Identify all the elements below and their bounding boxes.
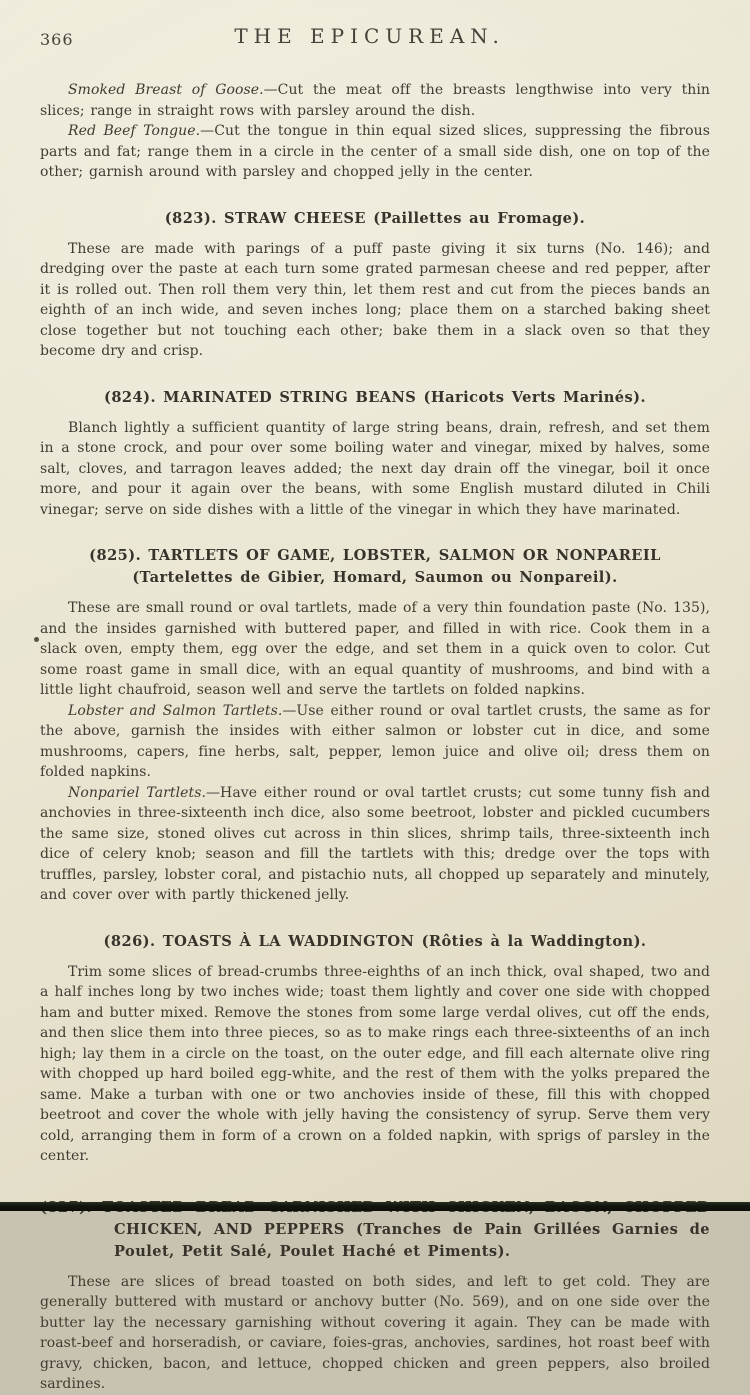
section-straw-cheese <box>40 208 710 362</box>
paragraph-lead: Smoked Breast of Goose. <box>68 82 264 98</box>
paragraph-red-beef-tongue <box>40 121 710 183</box>
paragraph <box>40 962 710 1167</box>
section-toasted-bread-garnished <box>40 1197 710 1395</box>
section-heading: (824). MARINATED STRING BEANS (Haricots Verts Marinés). <box>103 388 646 406</box>
section-toasts-a-la-waddington <box>40 931 710 1167</box>
page-number: 366 <box>40 30 74 49</box>
paragraph-lead: Nonpariel Tartlets. <box>68 784 206 801</box>
paragraph-lobster-salmon-tartlets <box>40 701 710 783</box>
paragraph <box>40 1272 710 1395</box>
paragraph-text: Blanch lightly a sufficient quantity of large string beans, drain, refresh, and set them in a stone crock, and pour over some boiling water and vinegar, mixed by halves, some salt, cloves, and tarragon leaves added; the next day drain off the vinegar, boil it once more, and pour it again over the beans, with some English mustard diluted in Chili vinegar; serve on side dishes with a little of the vinegar in which they have marinated. <box>40 419 710 518</box>
paragraph-text: —Cut the tongue in thin equal sized slices, suppressing the fibrous parts and fat; range them in a circle in the center of a small side dish, one on top of the other; garnish around with parsley and chopped jelly in the center. <box>40 123 710 180</box>
section-heading: (823). STRAW CHEESE (Paillettes au Fromage). <box>164 209 586 227</box>
paragraph-text: These are made with parings of a puff paste giving it six turns (No. 146); and dredging over the paste at each turn some grated parmesan cheese and red pepper, after it is rolled out. Then roll them very thin, let them rest and cut from the pieces bands an eighth of an inch wide, and seven inches long; place them on a starched baking sheet close together but not touching each other; bake them in a slack oven so that they become dry and crisp. <box>40 240 710 359</box>
page-title: THE EPICUREAN. <box>234 24 505 48</box>
scan-edge-bottom-bar <box>0 1202 750 1211</box>
paragraph-text: Trim some slices of bread-crumbs three-eighths of an inch thick, oval shaped, two and a half inches long by two inches wide; toast them lightly and cover one side with chopped ham and butter mixed. Remove the stones from some large verdal olives, cut off the ends, and then slice them into three pieces, so as to make rings each three-sixteenths of an inch high; lay them in a circle on the toast, on the outer edge, and fill each alternate olive ring with chopped up hard boiled egg-white, and the rest of them with the yolks prepared the same. Make a turban with one or two anchovies inside of these, fill this with chopped beetroot and cover the whole with jelly having the consistency of syrup. Serve them very cold, arranging them in form of a crown on a folded napkin, with sprigs of parsley in the center. <box>40 963 710 1164</box>
paragraph <box>40 239 710 362</box>
section-heading: (826). TOASTS À LA WADDINGTON (Rôties à la Waddington). <box>103 932 647 950</box>
paragraph-lead: Lobster and Salmon Tartlets. <box>68 702 283 719</box>
section-heading: CHICKEN, AND PEPPERS (Tranches de Pain Grillées Garnies de Poulet, Petit Salé, Poulet Haché et Piments). <box>114 1220 710 1260</box>
section-tartlets <box>40 545 710 906</box>
paragraph-text: These are slices of bread toasted on both sides, and left to get cold. They are generally buttered with mustard or anchovy butter (No. 569), and on one side over the butter lay the necessary garnishing without covering it again. They can be made with roast-beef and horseradish, or caviare, foies-gras, anchovies, sardines, hot roast beef with gravy, chicken, bacon, and lettuce, chopped chicken and green peppers, also broiled sardines. <box>40 1273 710 1392</box>
paragraph-text: —Have either round or oval tartlet crusts; cut some tunny fish and anchovies in three-sixteenth inch dice, also some beetroot, lobster and pickled cucumbers the same size, stoned olives cut across in thin slices, shrimp tails, three-sixteenth inch dice of celery knob; season and fill the tartlets with this; dredge over the tops with truffles, parsley, lobster coral, and pistachio nuts, all chopped up separately and minutely, and cover over with partly thickened jelly. <box>40 784 710 903</box>
section-marinated-string-beans <box>40 387 710 521</box>
paragraph-text: —Use either round or oval tartlet crusts, the same as for the above, garnish the insides with either salmon or lobster cut in dice, and some mushrooms, capers, fine herbs, salt, pepper, lemon juice and olive oil; dress them on folded napkins. <box>40 702 710 780</box>
paragraph-text: —Cut the meat off the breasts lengthwise into very thin slices; range in straight rows with parsley around the dish. <box>40 82 710 119</box>
paragraph <box>40 598 710 701</box>
ink-speck <box>34 637 39 642</box>
paragraph-lead: Red Beef Tongue. <box>68 123 201 139</box>
paragraph-text: These are small round or oval tartlets, made of a very thin foundation paste (No. 135), and the insides garnished with buttered paper, and filled in with rice. Cook them in a slack oven, empty them, egg over the edge, and set them in a quick oven to color. Cut some roast game in small dice, with an equal quantity of mushrooms, and bind with a little light chaufroid, season well and serve the tartlets on folded napkins. <box>40 600 710 698</box>
paragraph-smoked-breast-of-goose <box>40 80 710 121</box>
section-heading: (825). TARTLETS OF GAME, LOBSTER, SALMON OR NONPAREIL (Tartelettes de Gibier, Homard, Saumon ou Nonpareil). <box>89 547 661 586</box>
page-header <box>40 24 710 50</box>
paragraph <box>40 418 710 521</box>
paragraph-nonpariel-tartlets <box>40 783 710 906</box>
